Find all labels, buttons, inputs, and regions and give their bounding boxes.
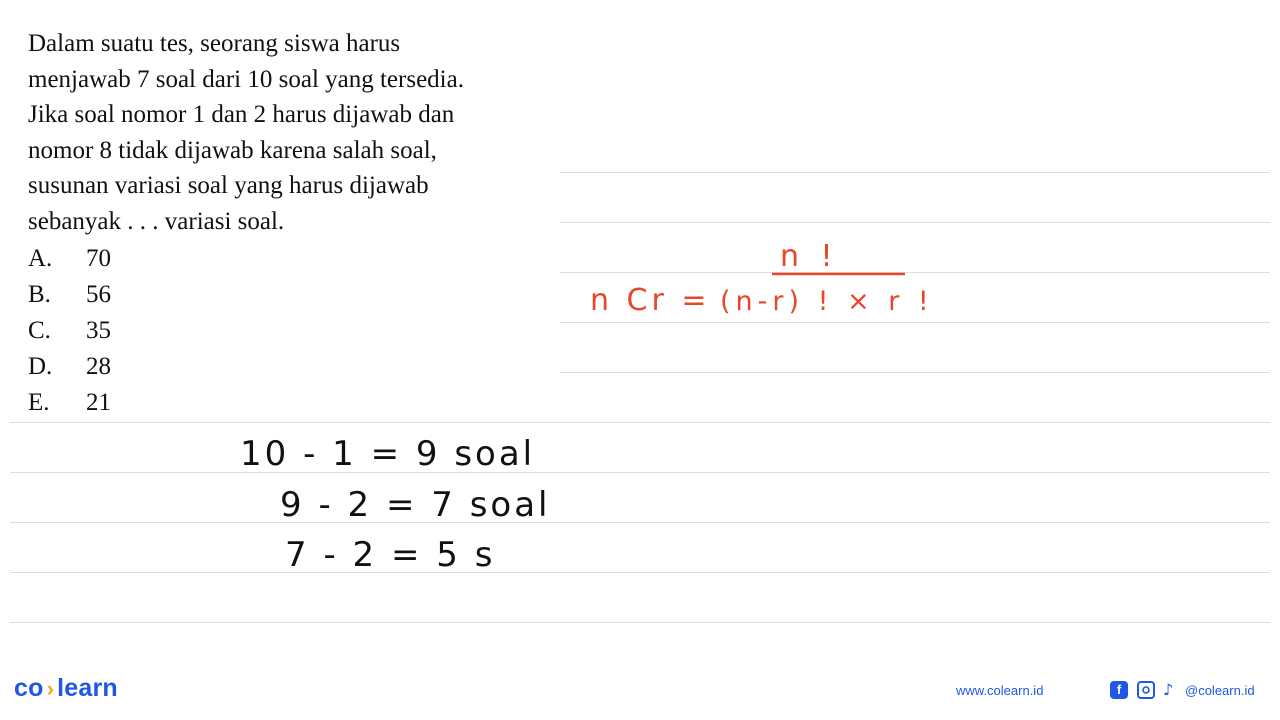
question-line: Dalam suatu tes, seorang siswa harus (28, 30, 401, 57)
ruled-line (10, 622, 1270, 623)
ruled-line (10, 572, 1270, 573)
option-value: 56 (86, 281, 111, 308)
social-icons (1110, 680, 1173, 699)
option-value: 35 (86, 317, 111, 344)
option-b[interactable] (28, 277, 111, 313)
option-a[interactable] (28, 241, 111, 277)
option-letter: C. (28, 317, 51, 344)
option-letter: D. (28, 353, 53, 380)
option-letter: E. (28, 389, 50, 416)
colearn-logo[interactable] (14, 674, 118, 703)
ruled-line (560, 222, 1270, 223)
formula-lhs: n Cr = (590, 283, 711, 318)
question-line: nomor 8 tidak dijawab karena salah soal, (28, 136, 437, 164)
question-line: sebanyak . . . variasi soal. (28, 207, 285, 235)
ruled-line (10, 422, 1270, 423)
formula-numerator: n ! (780, 239, 839, 274)
formula-denominator: (n-r) ! × r ! (720, 286, 934, 317)
facebook-icon[interactable]: f (1110, 681, 1128, 699)
question-line: Jika soal nomor 1 dan 2 harus dijawab dan (28, 101, 455, 128)
ruled-line (560, 322, 1270, 323)
answer-options (28, 241, 111, 421)
logo-co: co (14, 674, 44, 702)
logo-learn: learn (57, 674, 118, 702)
option-value: 21 (86, 389, 111, 416)
work-line-3: 7 - 2 = 5 s (285, 535, 496, 575)
option-e[interactable] (28, 385, 111, 421)
option-letter: A. (28, 245, 53, 272)
ruled-line (10, 522, 1270, 523)
option-value: 28 (86, 353, 111, 380)
work-line-2: 9 - 2 = 7 soal (280, 485, 551, 525)
ruled-line (560, 172, 1270, 173)
website-link[interactable]: www.colearn.id (956, 683, 1044, 698)
instagram-icon[interactable] (1137, 681, 1155, 699)
logo-dot-icon: › (46, 676, 55, 701)
ruled-line (560, 372, 1270, 373)
option-letter: B. (28, 281, 51, 308)
work-line-1: 10 - 1 = 9 soal (240, 434, 536, 474)
tiktok-icon[interactable]: ♪ (1163, 680, 1174, 699)
combination-formula (580, 232, 960, 322)
option-d[interactable] (28, 349, 111, 385)
question-line: menjawab 7 soal dari 10 soal yang tersedia. (28, 65, 464, 93)
social-handle[interactable]: @colearn.id (1185, 683, 1255, 698)
working-steps (230, 420, 570, 580)
question-line: susunan variasi soal yang harus dijawab (28, 172, 429, 199)
option-value: 70 (86, 245, 111, 272)
question-text (28, 26, 588, 239)
option-c[interactable] (28, 313, 111, 349)
ruled-line (10, 472, 1270, 473)
